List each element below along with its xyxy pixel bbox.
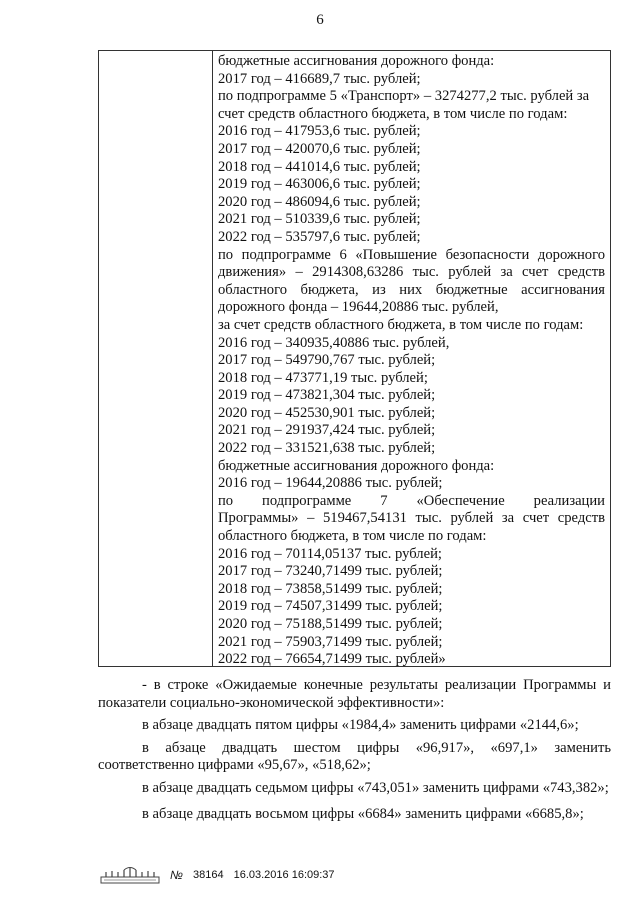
table-line: по подпрограмме 7 «Обеспечение реализации bbox=[218, 492, 605, 509]
table-line: 2021 год – 510339,6 тыс. рублей; bbox=[218, 211, 421, 228]
table-line: бюджетные ассигнования дорожного фонда: bbox=[218, 53, 495, 69]
table-line: 2021 год – 75903,71499 тыс. рублей; bbox=[218, 633, 443, 650]
table-line: 2017 год – 420070,6 тыс. рублей; bbox=[218, 140, 421, 157]
table-line: 2017 год – 549790,767 тыс. рублей; bbox=[218, 352, 436, 369]
table-line: 2016 год – 19644,20886 тыс. рублей; bbox=[218, 475, 443, 492]
amendment-text bbox=[98, 677, 611, 828]
table-line: 2016 год – 70114,05137 тыс. рублей; bbox=[218, 545, 442, 562]
table-line: за счет средств областного бюджета, в том числе по годам: bbox=[218, 316, 584, 333]
table-line: движения» – 2914308,63286 тыс. рублей за счет средств bbox=[218, 264, 605, 281]
document-footer bbox=[100, 864, 335, 886]
amendment-paragraph: - в строке «Ожидаемые конечные результаты реализации Программы и показатели социально-экономической эффективности»: bbox=[98, 677, 611, 711]
table-line: счет средств областного бюджета, в том числе по годам: bbox=[218, 105, 568, 122]
table-line: 2018 год – 441014,6 тыс. рублей; bbox=[218, 158, 421, 175]
table-line: дорожного фонда – 19644,20886 тыс. рублей, bbox=[218, 299, 499, 316]
table-line: 2019 год – 74507,31499 тыс. рублей; bbox=[218, 598, 443, 615]
document-number: 38164 bbox=[193, 869, 224, 881]
table-line: 2022 год – 331521,638 тыс. рублей; bbox=[218, 440, 436, 457]
amendment-paragraph: в абзаце двадцать пятом цифры «1984,4» заменить цифрами «2144,6»; bbox=[142, 717, 579, 734]
table-line: 2020 год – 452530,901 тыс. рублей; bbox=[218, 404, 436, 421]
table-line: Программы» – 519467,54131 тыс. рублей за счет средств bbox=[218, 510, 605, 527]
table-line: по подпрограмме 6 «Повышение безопасности дорожного bbox=[218, 246, 605, 263]
table-line: 2022 год – 76654,71499 тыс. рублей» bbox=[218, 651, 446, 668]
table-line: 2016 год – 340935,40886 тыс. рублей, bbox=[218, 334, 450, 351]
registry-stamp-icon bbox=[100, 865, 160, 885]
amendment-paragraph: в абзаце двадцать шестом цифры «96,917», «697,1» заменить соответственно цифрами «95,67», «518,62»; bbox=[98, 739, 611, 774]
document-number-label: № bbox=[170, 868, 183, 882]
page-number: 6 bbox=[316, 12, 324, 28]
table-line: 2018 год – 73858,51499 тыс. рублей; bbox=[218, 580, 443, 597]
table-column-divider bbox=[212, 51, 213, 666]
table-line: бюджетные ассигнования дорожного фонда: bbox=[218, 457, 495, 474]
table-line: 2017 год – 73240,71499 тыс. рублей; bbox=[218, 563, 443, 580]
table-line: 2020 год – 486094,6 тыс. рублей; bbox=[218, 193, 421, 210]
table-line: областного бюджета, из них бюджетные ассигнования bbox=[218, 281, 605, 298]
table-line: 2018 год – 473771,19 тыс. рублей; bbox=[218, 369, 428, 386]
amendment-paragraph: в абзаце двадцать восьмом цифры «6684» заменить цифрами «6685,8»; bbox=[142, 805, 584, 822]
amendment-paragraph: в абзаце двадцать седьмом цифры «743,051» заменить цифрами «743,382»; bbox=[142, 779, 609, 796]
table-line: областного бюджета, в том числе по годам: bbox=[218, 528, 487, 545]
document-datetime: 16.03.2016 16:09:37 bbox=[233, 869, 335, 881]
table-line: 2019 год – 463006,6 тыс. рублей; bbox=[218, 176, 421, 193]
table-line: 2021 год – 291937,424 тыс. рублей; bbox=[218, 422, 436, 439]
table-line: 2017 год – 416689,7 тыс. рублей; bbox=[218, 70, 421, 87]
table-line: по подпрограмме 5 «Транспорт» – 3274277,2 тыс. рублей за bbox=[218, 88, 590, 105]
table-line: 2022 год – 535797,6 тыс. рублей; bbox=[218, 228, 421, 245]
table-content-cell bbox=[218, 53, 605, 669]
table-line: 2016 год – 417953,6 тыс. рублей; bbox=[218, 123, 421, 140]
table-line: 2020 год – 75188,51499 тыс. рублей; bbox=[218, 616, 443, 632]
table-line: 2019 год – 473821,304 тыс. рублей; bbox=[218, 387, 436, 404]
program-table bbox=[98, 50, 611, 667]
